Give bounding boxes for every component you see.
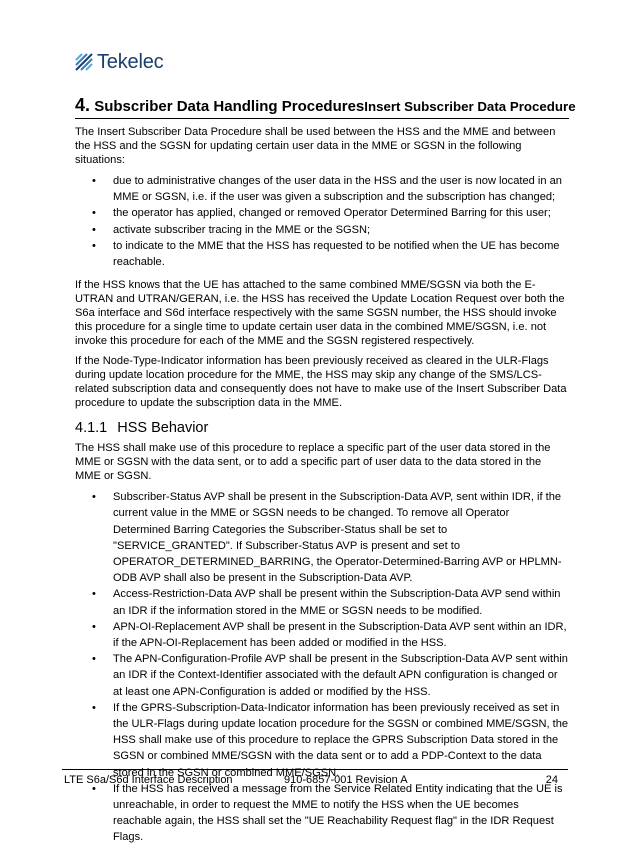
page-footer — [62, 769, 568, 786]
chapter-heading — [75, 95, 576, 119]
logo-text: Tekelec — [97, 50, 164, 73]
intro-paragraph: The Insert Subscriber Data Procedure shall be used between the HSS and the MME and between the HSS and the SGSN for updating certain user data in the MME or SGSN in the following situations: — [75, 126, 556, 166]
list-item: • to indicate to the MME that the HSS has requested to be notified when the UE has become reachable. — [75, 238, 569, 270]
footer-revision: 910-6857-001 Revision A — [284, 774, 408, 786]
tekelec-logo-icon — [75, 53, 93, 71]
behaviors-list — [75, 489, 569, 845]
situations-list — [75, 173, 569, 270]
chapter-title: Subscriber Data Handling Procedures — [94, 98, 365, 115]
section-title: HSS Behavior — [117, 420, 209, 437]
page-number: 24 — [545, 774, 558, 786]
paragraph-combined-mme-sgsn: If the HSS knows that the UE has attached to the same combined MME/SGSN via both the E-UTRAN and UTRAN/GERAN, i.e. the HSS has received the Update Location Request over both the S6a interface and S6d interface respectively with the same SGSN number, the HSS should invoke this procedure for a single time to update certain user data in the combined MME/SGSN, i.e. not invoke this procedure for each of the MME and the SGSN registered respectively. — [75, 279, 565, 348]
list-item: • If the HSS has received a message from the Service Related Entity indicating that the UE is unreachable, in order to request the MME to notify the HSS when the UE becomes reachable again, the HSS shall set the "UE Reachability Request flag" in the IDR Request Flags. — [75, 781, 569, 846]
list-item: • APN-OI-Replacement AVP shall be present in the Subscription-Data AVP sent within an IDR, if the APN-OI-Replacement has been added or modified in the HSS. — [75, 619, 569, 651]
section-number: 4.1.1 — [75, 420, 108, 437]
list-item: • due to administrative changes of the user data in the HSS and the user is now located in an MME or SGSN, i.e. if the user was given a subscription and the subscription has changed; — [75, 173, 569, 205]
page-header — [75, 48, 163, 76]
list-item: • the operator has applied, changed or removed Operator Determined Barring for this user; — [75, 205, 569, 221]
list-item: • activate subscriber tracing in the MME or the SGSN; — [75, 222, 569, 238]
list-item: • Access-Restriction-Data AVP shall be present within the Subscription-Data AVP send within an IDR if the information stored in the MME or SGSN needs to be modified. — [75, 586, 569, 618]
page-body — [75, 95, 576, 852]
chapter-subtitle: Insert Subscriber Data Procedure — [364, 99, 576, 114]
section-intro-paragraph: The HSS shall make use of this procedure to replace a specific part of the user data stored in the MME or SGSN with the data sent, or to add a specific part of user data to the data stored in the MME or SGSN. — [75, 442, 551, 483]
section-heading — [75, 420, 569, 436]
list-item: • Subscriber-Status AVP shall be present in the Subscription-Data AVP, sent within IDR, if the current value in the MME or SGSN needs to be changed. To remove all Operator Determined Barring Categories the Subscriber-Status shall be set to "SERVICE_GRANTED". If Subscriber-Status AVP is present and set to OPERATOR_DETERMINED_BARRING, the Operator-Determined-Barring AVP or HPLMN-ODB AVP shall also be present in the Subscription-Data AVP. — [75, 489, 569, 586]
paragraph-node-type-indicator: If the Node-Type-Indicator information has been previously received as cleared in the ULR-Flags during update location procedure for the MME, the HSS may skip any change of the SMS/LCS-related subscription data and consequently does not have to make use of the Insert Subscriber Data procedure to update the subscription data in the MME. — [75, 355, 567, 410]
footer-document-title: LTE S6a/S6d Interface Description — [64, 774, 233, 786]
list-item: • If the GPRS-Subscription-Data-Indicator information has been previously received as set in the ULR-Flags during update location procedure for the SGSN or combined MME/SGSN, the HSS shall make use of this procedure to replace the GPRS Subscription Data stored in the SGSN or combined MME/SGSN with the data sent or to add a PDP-Context to the data stored in the SGSN or combined MME/SGSN. — [75, 700, 569, 781]
chapter-number: 4. — [75, 95, 91, 115]
list-item: • The APN-Configuration-Profile AVP shall be present in the Subscription-Data AVP sent within an IDR if the Context-Identifier associated with the default APN configuration is changed or at least one APN-Configuration is added or modified by the HSS. — [75, 651, 569, 700]
